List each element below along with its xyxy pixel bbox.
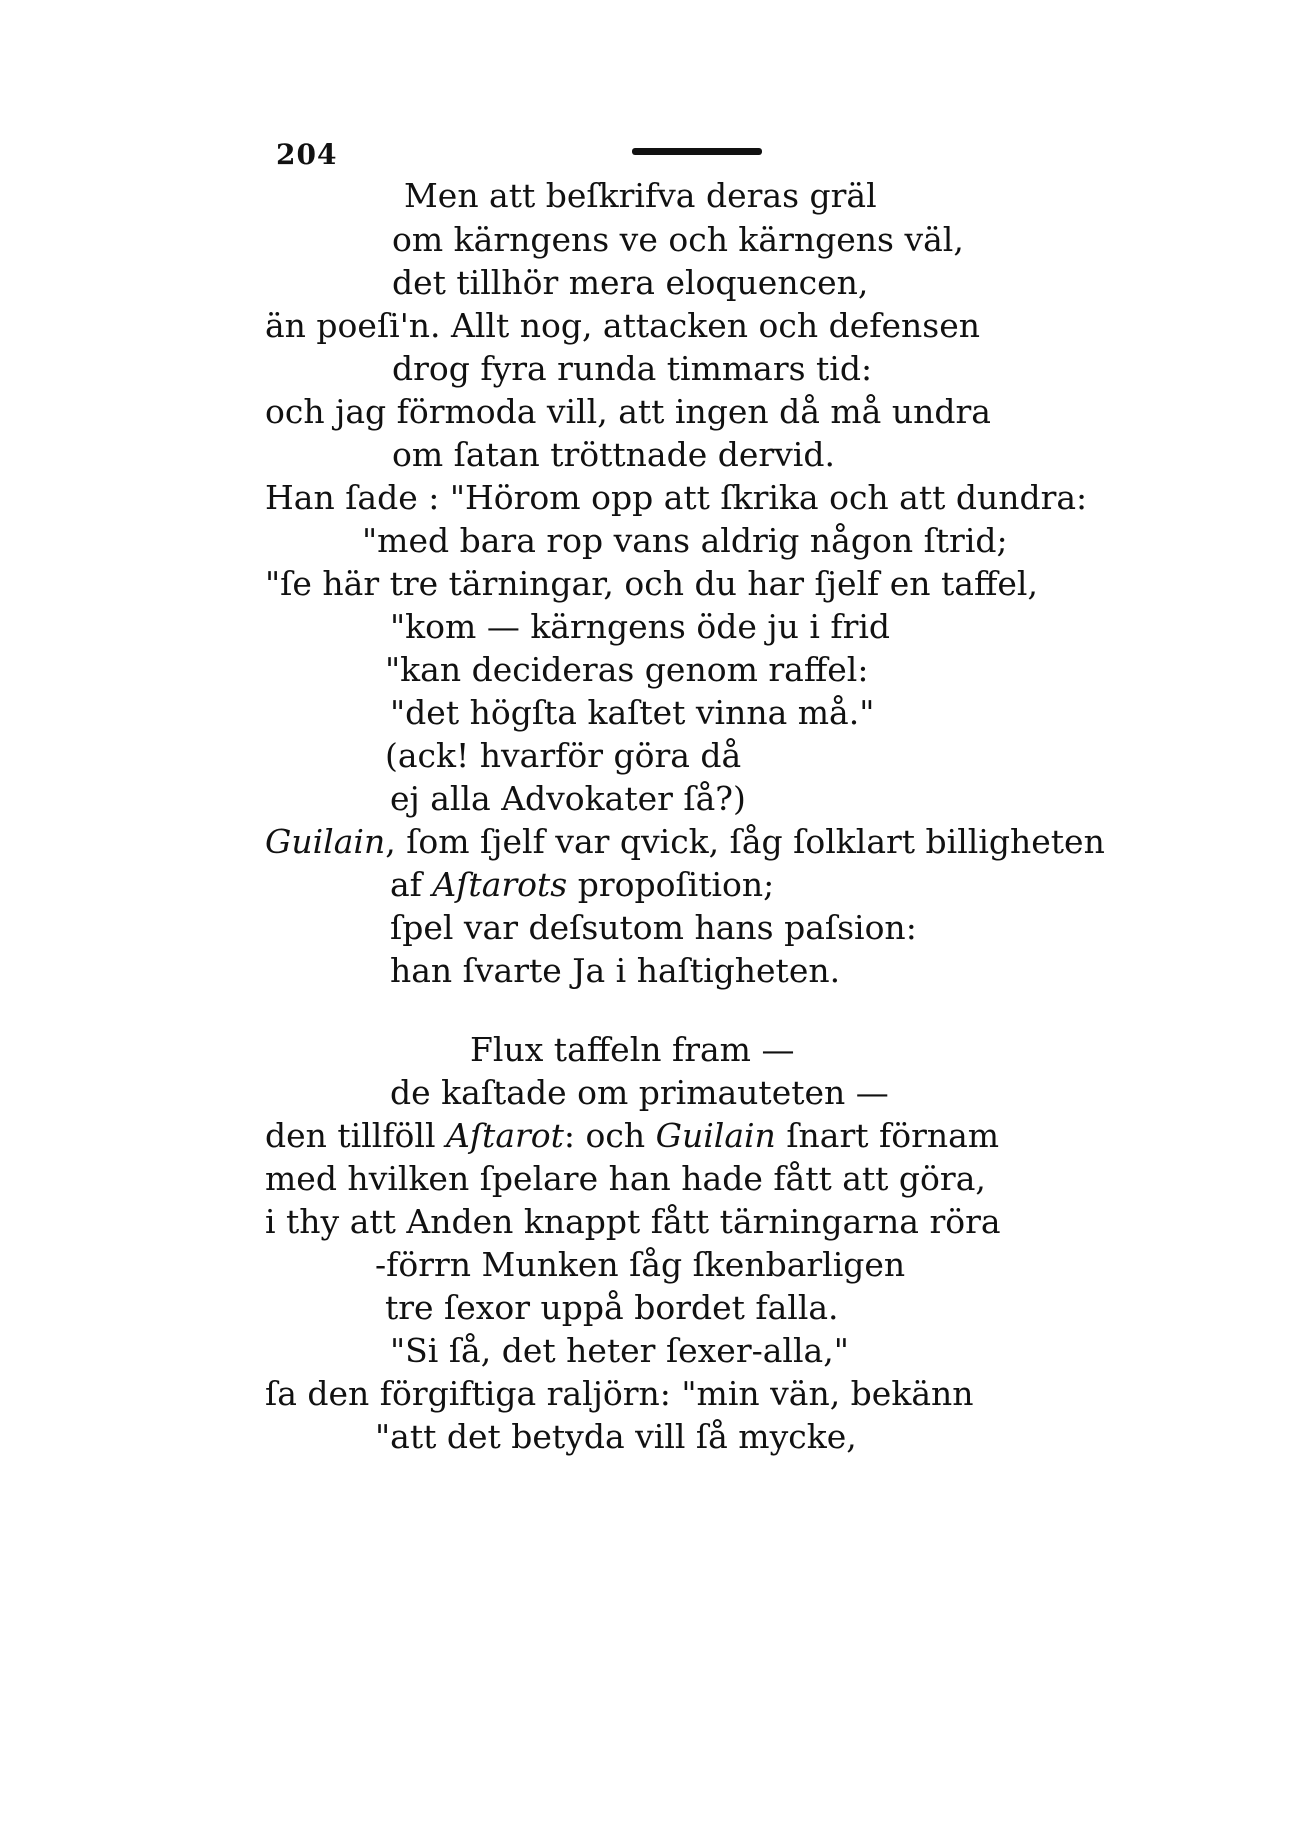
italic-name: Guilain	[655, 1116, 776, 1155]
poem-line	[362, 521, 1008, 561]
line-text: "det högſta kaſtet vinna må."	[390, 693, 875, 732]
poem-line	[392, 220, 964, 260]
line-text: : och	[563, 1116, 656, 1155]
line-text: "ſe här tre tärningar, och du har ſjelf en taffel,	[265, 564, 1038, 603]
line-text: Men att beſkrifva deras gräl	[404, 176, 877, 215]
poem-line	[265, 306, 980, 346]
line-text: med hvilken ſpelare han hade fått att göra,	[265, 1159, 986, 1198]
poem-line	[390, 908, 917, 948]
line-text: , ſom ſjelf var qvick, ſåg ſolklart billigheten	[385, 822, 1105, 861]
line-text: drog fyra runda timmars tid:	[392, 349, 873, 388]
line-text: om ſatan tröttnade dervid.	[392, 435, 835, 474]
line-text: han ſvarte Ja i haſtigheten.	[390, 951, 841, 990]
line-text: än poeſi'n. Allt nog, attacken och defensen	[265, 306, 981, 345]
poem-line	[390, 1331, 849, 1371]
poem-line	[390, 1073, 889, 1113]
poem-line	[390, 693, 874, 733]
line-text: ſnart förnam	[775, 1116, 1000, 1155]
poem-line	[390, 951, 840, 991]
line-text: Flux taffeln fram —	[470, 1030, 795, 1069]
line-text: ſa den förgiftiga raljörn: "min vän, bekänn	[265, 1374, 974, 1413]
poem-line	[392, 263, 868, 303]
poem-line	[265, 1159, 986, 1199]
poem-line	[390, 865, 774, 905]
poem-line	[385, 736, 741, 776]
poem-line	[375, 1245, 905, 1285]
line-text: Han ſade : "Hörom opp att ſkrika och att dundra:	[265, 478, 1088, 517]
italic-name: Aſtarots	[432, 865, 568, 904]
poem-line	[385, 650, 868, 690]
poem-line	[265, 478, 1087, 518]
header-rule	[632, 148, 762, 155]
poem-line	[404, 176, 877, 216]
page-number: 204	[276, 138, 338, 171]
poem-line	[265, 564, 1038, 604]
line-text: om kärngens ve och kärngens väl,	[392, 220, 964, 259]
line-text: af	[390, 865, 433, 904]
line-text: i thy att Anden knappt fått tärningarna röra	[265, 1202, 1001, 1241]
italic-name: Guilain	[265, 822, 386, 861]
poem-line	[392, 349, 872, 389]
line-text: tre ſexor uppå bordet falla.	[385, 1288, 839, 1327]
line-text: och jag förmoda vill, att ingen då må undra	[265, 392, 991, 431]
poem-line	[470, 1030, 794, 1070]
line-text: propoſition;	[567, 865, 775, 904]
line-text: "att det betyda vill ſå mycke,	[375, 1417, 857, 1456]
poem-line	[375, 1417, 857, 1457]
line-text: "kom — kärngens öde ju i frid	[390, 607, 891, 646]
poem-line	[265, 1374, 974, 1414]
italic-name: Aſtarot	[446, 1116, 564, 1155]
poem-line	[265, 392, 991, 432]
line-text: det tillhör mera eloquencen,	[392, 263, 869, 302]
line-text: ej alla Advokater ſå?)	[390, 779, 746, 818]
line-text: de kaſtade om primauteten —	[390, 1073, 889, 1112]
poem-line	[265, 1116, 999, 1156]
line-text: (ack! hvarför göra då	[385, 736, 742, 775]
line-text: "med bara rop vans aldrig någon ſtrid;	[362, 521, 1008, 560]
line-text: den tillföll	[265, 1116, 447, 1155]
poem-line	[385, 1288, 839, 1328]
poem-line	[265, 1202, 1001, 1242]
poem-line	[265, 822, 1105, 862]
poem-line	[390, 607, 890, 647]
line-text: ſpel var deſsutom hans paſsion:	[390, 908, 917, 947]
poem-line	[392, 435, 835, 475]
line-text: "Si ſå, det heter ſexer-alla,"	[390, 1331, 849, 1370]
line-text: "kan decideras genom raffel:	[385, 650, 869, 689]
line-text: -förrn Munken ſåg ſkenbarligen	[375, 1245, 906, 1284]
poem-line	[390, 779, 746, 819]
